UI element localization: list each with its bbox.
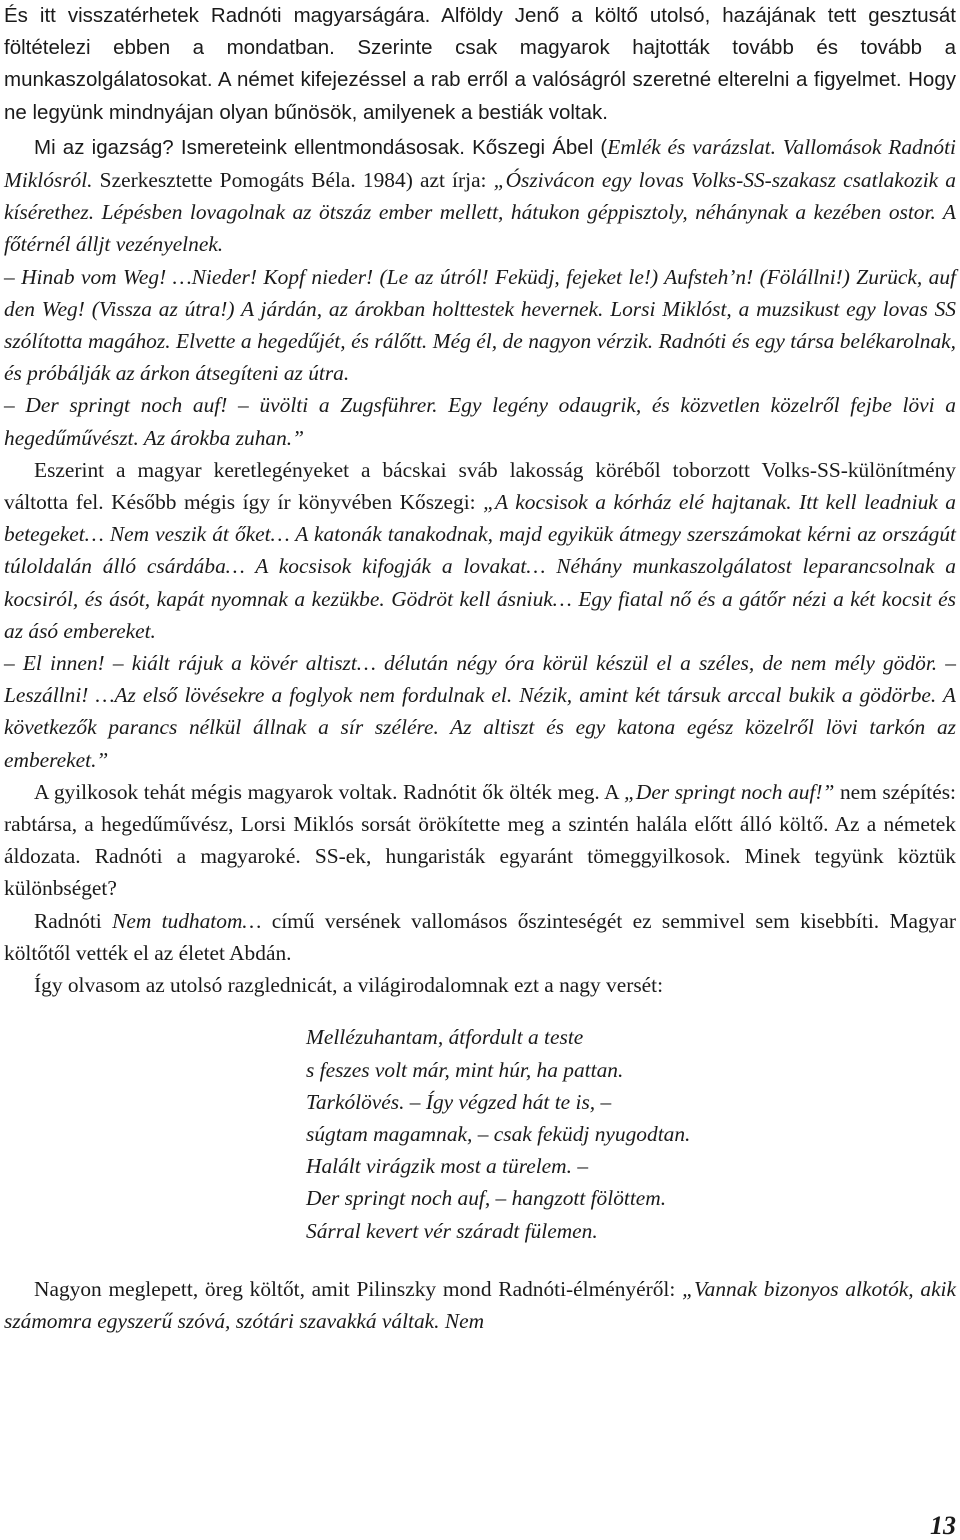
der-springt-quote: „Der springt noch auf!” [623,779,835,804]
pilinszky-text: Nagyon meglepett, öreg költőt, amit Pilinszky mond Radnóti-élményéről: [34,1276,683,1301]
editor-text: Szerkesztette Pomogáts Béla. 1984) azt írja: [92,168,494,193]
poem-line: Der springt noch auf, – hangzott fölöttem. [306,1186,667,1211]
book-title: Emlék és varázslat. Vallomások Radnóti Miklósról. [4,134,956,193]
intro-text: És itt visszatérhetek Radnóti magyarságára. Alföldy Jenő a költő utolsó, hazájának tett gesztusát föltételezi ebben a mondatban. Szerinte csak magyarok hajtották tovább és tovább a munkaszolgálatosokat. A német kifejezéssel a rab erről a valóságról szeretné elterelni a figyelmet. Hogy ne legyünk mindnyájan olyan bűnösök, amilyenek a bestiák voltak. [4,4,956,124]
radnoti-text: Radnóti [34,908,113,933]
question-text: Mi az igazság? Ismereteink ellentmondásosak. Kőszegi Ábel ( [34,135,608,159]
paragraph-koszegi-quote [4,131,956,261]
gyilkosok-rest: nem szépítés: rabtársa, a hegedűművész, Lorsi Miklós sorsát örökítette meg a szintén halála előtt álló költő. Az a németek áldozata. Radnóti a magyaroké. SS-ek, hungaristák egyaránt tömeggyilkosok. Minek tegyünk köztük különbséget? [4,779,957,901]
hinab-text: – Hinab vom Weg! …Nieder! Kopf nieder! (Le az útról! Feküdj, fejeket le!) Aufsteh’n! (Fölállni!) Zurück, auf den Weg! (Vissza az útra!) A járdán, az árokban holttestek hevernek. Lorsi Miklóst, a muzsikust egy lovas SS szólította magához. Elvette a hegedűjét, és rálőtt. Még él, de nagyon vérzik. Radnóti és egy társa belékarolnak, és próbálják az árkon átsegíteni az útra. [4,264,956,386]
eszerint-text: Eszerint a magyar keretlegényeket a bácskai sváb lakosság köréből toborzott Volks-SS-különítmény váltotta fel. Később mégis így ír könyvében Kőszegi: [4,457,956,515]
razglednica-text: Így olvasom az utolsó razglednicát, a világirodalomnak ezt a nagy versét: [34,973,664,998]
paragraph-gyilkosok [4,776,956,905]
poem-title: Nem tudhatom… [112,908,262,933]
paragraph-razglednica [4,969,956,1001]
paragraph-hinab [4,261,956,390]
el-innen-text: – El innen! – kiált rájuk a kövér altiszt… délután négy óra körül készül el a széles, de nem mély gödör. – Leszállni! …Az első lövésekre a foglyok nem fordulnak el. Nézik, amint két társuk arccal bukik a gödörbe. A következők parancs nélkül állnak a sír szélére. Az altiszt és egy katona egész közelről lövi tarkón az embereket.” [4,651,956,772]
page-number: 13 [930,1511,956,1540]
nem-tudhatom-rest: című versének vallomásos őszinteségét ez semmivel sem kisebbíti. Magyar költőtől vették el az életet Abdán. [4,908,956,965]
document-page [4,0,956,1540]
poem-line: Halált virágzik most a türelem. – [306,1154,589,1179]
der-springt-text: – Der springt noch auf! – üvölti a Zugsführer. Egy legény odaugrik, és közvetlen közelről fejbe lövi a hegedűművészt. Az árokba zuhan.” [4,393,956,450]
paragraph-nem-tudhatom [4,905,956,969]
poem-block [306,1021,956,1246]
paragraph-der-springt [4,389,956,453]
poem-line: súgtam magamnak, – csak feküdj nyugodtan. [306,1121,691,1146]
poem-line: s feszes volt már, mint húr, ha pattan. [306,1057,624,1082]
paragraph-eszerint [4,454,956,647]
poem-line: Tarkólövés. – Így végzed hát te is, – [306,1089,612,1114]
pilinszky-quote: „Vannak bizonyos alkotók, akik számomra egyszerű szóvá, szótári szavakká váltak. Nem [4,1276,956,1333]
quote-start: „Ószivácon egy lovas Volks-SS-szakasz csatlakozik a kísérethez. Lépésben lovagolnak az ötszáz ember mellett, hátukon géppisztoly, néhánynak a kezében ostor. A főtérnél álljt vezényelnek. [4,168,957,257]
poem-line: Mellézuhantam, átfordult a teste [306,1025,584,1050]
poem-line: Sárral kevert vér száradt fülemen. [306,1218,598,1243]
paragraph-intro [4,0,956,129]
kocsisok-quote: „A kocsisok a kórház elé hajtanak. Itt kell leadniuk a betegeket… Nem veszik át őket… A katonák tanakodnak, majd egyikük átmegy szerszámokat kérni az országút túloldalán álló csárdába… A kocsisok kifogják a lovakat… Néhány munkaszolgálatost leparancsolnak a kocsiról, és ásót, kapát nyomnak a kezükbe. Gödröt kell ásniuk… Egy fiatal nő és a gátőr nézi a két kocsit és az ásó embereket. [4,490,956,643]
gyilkosok-text: A gyilkosok tehát mégis magyarok voltak. Radnótit ők ölték meg. A [34,779,624,804]
paragraph-pilinszky [4,1273,956,1337]
paragraph-el-innen [4,647,956,776]
